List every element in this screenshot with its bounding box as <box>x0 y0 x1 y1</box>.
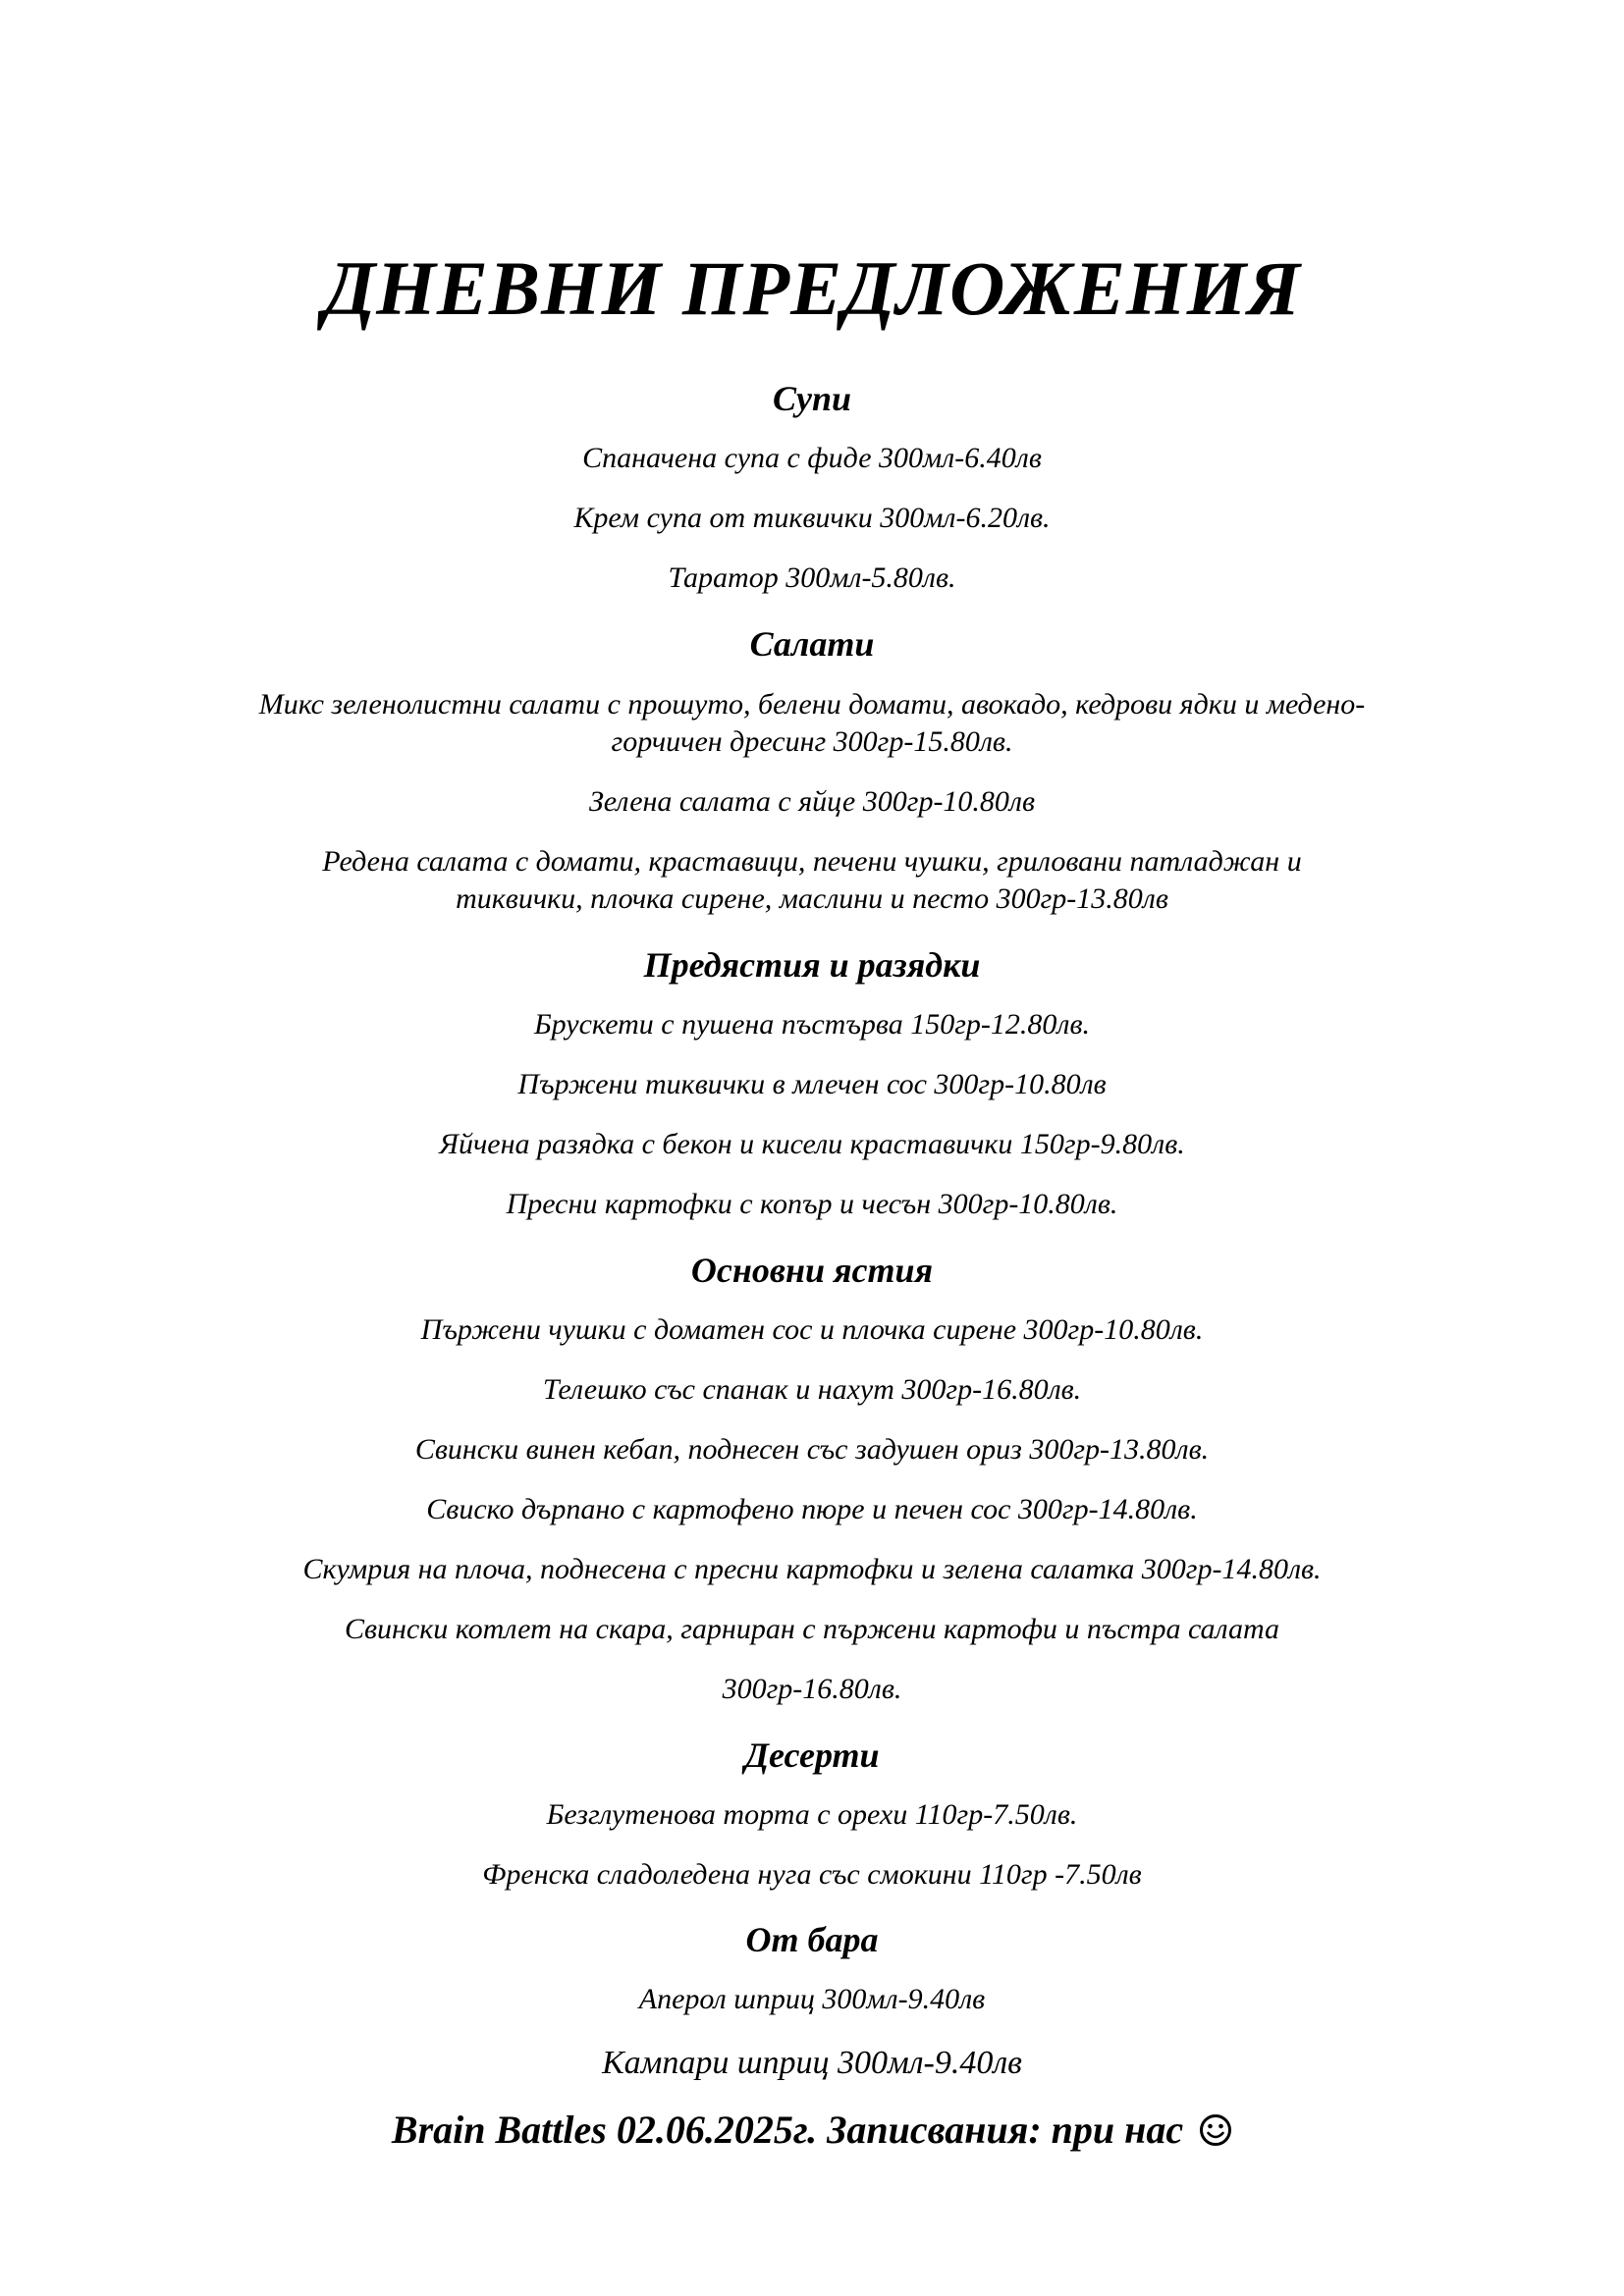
menu-item: тиквички, плочка сирене, маслини и песто 300гр-13.80лв <box>456 882 1168 915</box>
menu-item: Пържени тиквички в млечен сос 300гр-10.80лв <box>517 1068 1107 1100</box>
menu-item: Френска сладоледена нуга със смокини 110гр -7.50лв <box>482 1858 1142 1891</box>
event-announcement <box>0 2110 1624 2151</box>
menu-item: 300гр-16.80лв. <box>722 1673 902 1705</box>
menu-item: горчичен дресинг 300гр-15.80лв. <box>611 725 1013 758</box>
menu-item: Спаначена супа с фиде 300мл-6.40лв <box>582 442 1042 474</box>
menu-item: Таратор 300мл-5.80лв. <box>668 561 956 594</box>
section-heading-desserts: Десерти <box>744 1735 880 1775</box>
menu-item: Пресни картофки с копър и чесън 300гр-10.80лв. <box>506 1188 1118 1220</box>
menu-item: Крем супа от тиквички 300мл-6.20лв. <box>573 502 1051 534</box>
event-announcement-text: Brain Battles 02.06.2025г. Записвания: при нас <box>391 2108 1184 2152</box>
menu-item: Скумрия на плоча, поднесена с пресни картофки и зелена салатка 300гр-14.80лв. <box>302 1553 1322 1585</box>
menu-item: Яйчена разядка с бекон и кисели краставички 150гр-9.80лв. <box>439 1128 1185 1160</box>
menu-item: Телешко със спанак и нахут 300гр-16.80лв. <box>542 1373 1082 1406</box>
menu-item: Пържени чушки с доматен сос и плочка сирене 300гр-10.80лв. <box>420 1313 1204 1346</box>
section-heading-starters: Предястия и разядки <box>643 945 981 985</box>
menu-item: Свински котлет на скара, гарниран с пържени картофи и пъстра салата <box>345 1613 1279 1645</box>
section-heading-bar: От бара <box>745 1920 879 1959</box>
menu-item: Брускети с пушена пъстърва 150гр-12.80лв. <box>533 1008 1090 1041</box>
menu-item: Редена салата с домати, краставици, печени чушки, гриловани патладжан и <box>322 845 1302 878</box>
menu-item: Зелена салата с яйце 300гр-10.80лв <box>588 785 1036 818</box>
menu-item: Кампари шприц 300мл-9.40лв <box>602 2045 1022 2081</box>
menu-item: Свиско дърпано с картофено пюре и печен сос 300гр-14.80лв. <box>426 1493 1198 1525</box>
section-heading-salads: Салати <box>749 624 875 664</box>
menu-item: Безглутенова торта с орехи 110гр-7.50лв. <box>546 1798 1078 1831</box>
section-heading-mains: Основни ястия <box>690 1251 934 1290</box>
page-title: ДНЕВНИ ПРЕДЛОЖЕНИЯ <box>322 245 1302 331</box>
smiley-face-icon <box>1199 2113 1232 2147</box>
section-heading-soups: Супи <box>772 379 852 418</box>
menu-item: Свински винен кебап, поднесен със задушен ориз 300гр-13.80лв. <box>414 1433 1210 1466</box>
menu-item: Аперол шприц 300мл-9.40лв <box>638 1983 986 2015</box>
menu-item: Микс зеленолистни салати с прошуто, белени домати, авокадо, кедрови ядки и медено- <box>258 688 1366 721</box>
